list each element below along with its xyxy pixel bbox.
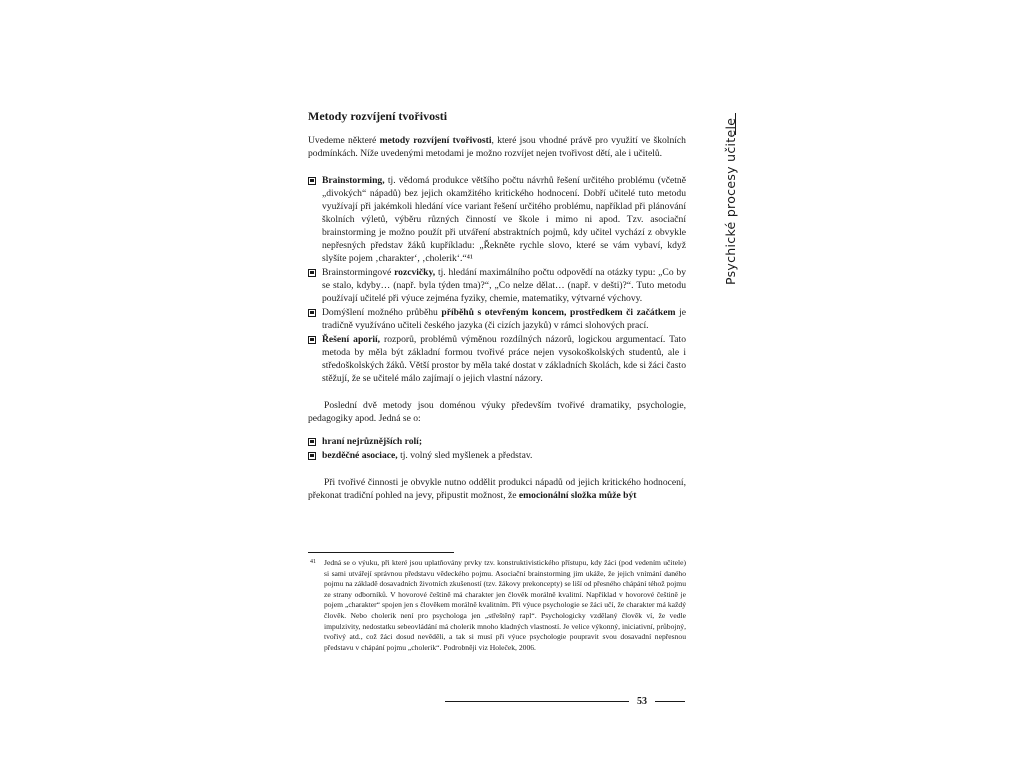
square-bullet-icon: [308, 438, 316, 446]
list-item: Brainstorming, tj. vědomá produkce většího počtu návrhů řešení určitého problému (včetně „divokých“ nápadů) bez jejich okamžitého kritického hodnocení. Dobří učitelé tuto metodu využívají při jakémkoli hledání více variant řešení určitého problému, například při plánování školních výletů, výběru různých činností ve škole i mimo ni apod. Tzv. asociační brainstorming je možno použít při utváření abstraktních pojmů, kdy učitel vychází z obvykle nepřesných představ žáků kupříkladu: „Řekněte rychle slovo, které se vám vybaví, když slyšíte pojem ‚charakter‘, ‚cholerik‘.“⁴¹: [308, 174, 686, 265]
footnote-rule: [308, 552, 454, 553]
footnote-41: 41 Jedná se o výuku, při které jsou uplatňovány prvky tzv. konstruktivistického přístupu, kdy žáci (pod vedením učitele) si sami utvářejí správnou představu vědeckého pojmu. Asociační brainstorming jim ukáže, že jejich vnímání daného pojmu na základě dosavadních životních zkušeností (tzv. žákovy prekoncepty) se liší od přesného chápání téhož pojmu ze strany odborníků. V hovorové češtině má charakter jen člověk morálně kvalitní. Například v hovorové češtině je pojem „charakter“ spojen jen s člověkem morálně kvalitním. Při výuce psychologie se žáci učí, že charakter má každý člověk. Nebo cholerik není pro psychologa jen „střeštěný rapl“. Psychologicky vzdělaný člověk ví, že vedle impulzivity, nedostatku sebeovládání má cholerik mnoho kladných vlastností. Je velice výkonný, iniciativní, průbojný, tvořivý atd., což žáci dosud nevěděli, a tak si musí při výuce psychologie poupravit svou dosavadní nepřesnou představu v chápání pojmu „cholerik“. Podrobněji viz Holeček, 2006.: [310, 558, 686, 652]
intro-paragraph: Uvedeme některé metody rozvíjení tvořivosti, které jsou vhodné právě pro využití ve školních podmínkách. Níže uvedenými metodami je možno rozvíjet nejen tvořivost dětí, ale i učitelů.: [308, 135, 686, 159]
page-number: 53: [637, 695, 647, 707]
main-content: [308, 108, 686, 502]
square-bullet-icon: [308, 309, 316, 317]
paragraph-two: Poslední dvě metody jsou doménou výuky především tvořivé dramatiky, psychologie, pedagogiky apod. Jedná se o:: [308, 400, 686, 424]
list-item: Brainstormingové rozcvičky, tj. hledání maximálního počtu odpovědí na otázky typu: „Co by se stalo, kdyby… (např. byla týden tma)?“, „Co nelze dělat… (např. v dešti)?“. Tuto metodu používají učitelé při výuce zejména fyziky, chemie, matematiky, výtvarné výchovy.: [308, 266, 686, 305]
footnotes: [308, 552, 686, 653]
list-item: bezděčné asociace, tj. volný sled myšlenek a představ.: [308, 449, 686, 462]
list-item: Domýšlení možného průběhu příběhů s otevřeným koncem, prostředkem či začátkem je tradičně využíváno učiteli českého jazyka (či cizích jazyků) v rámci slohových prací.: [308, 306, 686, 332]
square-bullet-icon: [308, 177, 316, 185]
square-bullet-icon: [308, 336, 316, 344]
square-bullet-icon: [308, 452, 316, 460]
page-footer: [445, 694, 685, 708]
methods-list: [308, 174, 686, 385]
paragraph-three: Při tvořivé činnosti je obvykle nutno oddělit produkci nápadů od jejich kritického hodnocení, překonat tradiční pohled na jevy, připustit možnost, že emocionální složka může být: [308, 477, 686, 501]
footer-rule-left: [445, 701, 629, 702]
list-item: Řešení aporií, rozporů, problémů výměnou rozdílných názorů, logickou argumentací. Tato metoda by měla být základní formou tvořivé práce nejen vysokoškolských studentů, ale i středoškolských žáků. Větší prostor by měla také dostat v základních školách, kde si žáci často stěžují, že se učitelé málo zajímají o jejich vlastní názory.: [308, 333, 686, 385]
list-item: hraní nejrůznějších rolí;: [308, 435, 686, 448]
footer-rule-right: [655, 701, 685, 702]
sidebar-chapter-title: Psychické procesy učitele: [723, 117, 738, 285]
square-bullet-icon: [308, 269, 316, 277]
section-title: Metody rozvíjení tvořivosti: [308, 109, 448, 123]
methods-list-two: [308, 435, 686, 462]
